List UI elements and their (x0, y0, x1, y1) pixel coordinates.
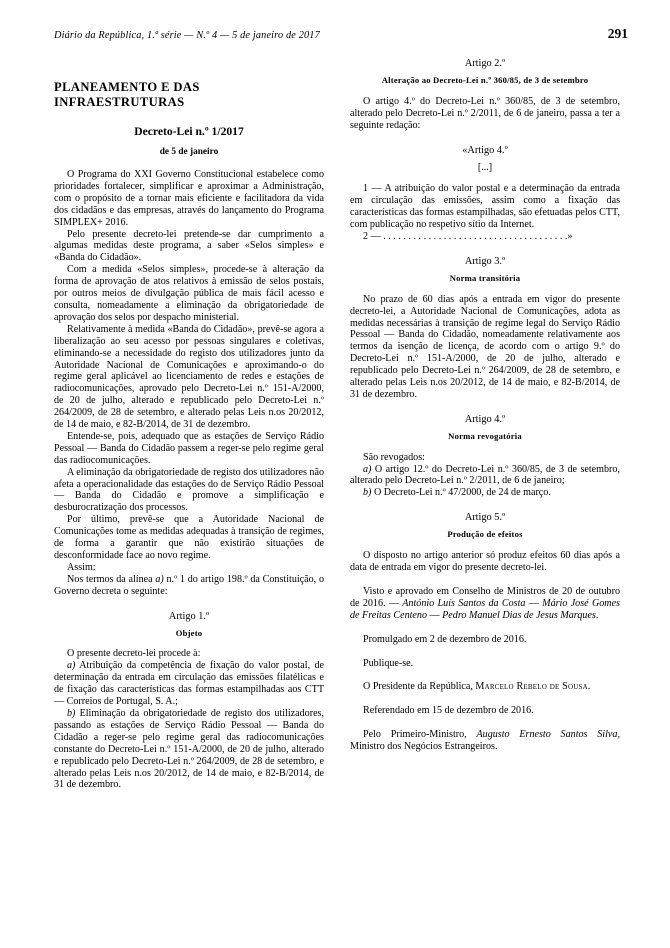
page-number: 291 (607, 26, 628, 41)
article-4-intro: São revogados: (363, 451, 425, 463)
decree-date: de 5 de janeiro (159, 147, 219, 157)
preamble-paragraph: Por último, prevê-se que a Autoridade Nacional de Comunicações tome as medidas adequadas à transição de regimes, de forma a garantir que não existirão situações de desconformidade face ao novo regime. (54, 514, 324, 561)
article-1-subheading: Objeto (175, 627, 203, 638)
preamble-paragraph: O Programa do XXI Governo Constitucional estabelece como prioridades fortalecer, simplificar e aproximar a Administração, com o propósito de a tornar mais eficiente e facilitadora da vida dos cidadãos e das empresas, através do lançamento do Programa SIMPLEX+ 2016. (54, 169, 324, 228)
quoted-article-heading: «Artigo 4.º (462, 144, 508, 156)
president-signature: O Presidente da República, Marcelo Rebelo de Sousa. (363, 681, 591, 693)
quoted-article-paragraph-2: 2 — . . . . . . . . . . . . . . . . . . . . . . . . . . . . . . . . . . . . .» (363, 230, 573, 242)
article-2-heading: Artigo 2.º (464, 58, 506, 69)
countersign-paragraph: Referendado em 15 de dezembro de 2016. (363, 705, 534, 717)
article-5-heading: Artigo 5.º (464, 512, 506, 524)
article-4-heading: Artigo 4.º (464, 413, 506, 425)
article-1-item: a) Atribuição da competência de fixação do valor postal, de determinação da entrada em circulação das emissões filatélicas e de fixação das características das formas estampilhadas aos CTT — Correios de Portugal, S. A.; (54, 660, 324, 708)
article-1-intro: O presente decreto-lei procede à: (67, 648, 201, 660)
decree-title: Decreto-Lei n.º 1/2017 (134, 125, 244, 138)
page-header (54, 26, 628, 42)
article-2-subheading: Alteração ao Decreto-Lei n.º 360/85, de 3 de setembro (381, 74, 589, 85)
right-column (350, 52, 620, 791)
article-4-item: b) O Decreto-Lei n.º 47/2000, de 24 de março. (363, 487, 551, 499)
article-1-heading: Artigo 1.º (168, 610, 210, 622)
preamble-paragraph: Pelo presente decreto-lei pretende-se dar cumprimento a algumas medidas deste programa, a saber «Selos simples» e «Banda do Cidadão». (54, 228, 324, 264)
preamble-paragraph: Nos termos da alínea a) n.º 1 do artigo 198.º da Constituição, o Governo decreta o seguinte: (54, 573, 324, 597)
article-5-body: O disposto no artigo anterior só produz efeitos 60 dias após a data de entrada em vigor do presente decreto-lei. (350, 550, 620, 573)
article-2-body: O artigo 4.º do Decreto-Lei n.º 360/85, de 3 de setembro, alterado pelo Decreto-Lei n.º 2/2011, de 6 de janeiro, passa a ter a seguinte redação: (350, 95, 620, 131)
article-1-item: b) Eliminação da obrigatoriedade de registo dos utilizadores, passando as estações de Serviço Rádio Pessoal — Banda do Cidadão a reger-se pelo regime geral das radiocomunicações constante do Decreto-Lei n.º 151-A/2000, de 20 de julho, alterado e republicado pelo Decreto-Lei n.º 264/2009, de 28 de setembro, e alterado pelas Leis n.os 20/2012, de 14 de maio, e 82-B/2014, de 31 de dezembro. (54, 707, 324, 791)
publish-paragraph: Publique-se. (363, 657, 414, 669)
left-column (54, 52, 324, 791)
approval-paragraph: Visto e aprovado em Conselho de Ministros de 20 de outubro de 2016. — António Luís Santos da Costa — Mário José Gomes de Freitas Centeno — Pedro Manuel Dias de Jesus Marques. (350, 585, 620, 621)
promulgation-paragraph: Promulgado em 2 de dezembro de 2016. (363, 633, 527, 645)
preamble-paragraph: Relativamente à medida «Banda do Cidadão», prevê-se agora a liberalização ao seu acesso por pessoas singulares e coletivas, eliminando-se a necessidade do registo dos utilizadores junto da Autoridade Nacional de Comunicações e aproximando-o do regime geral aplicável ao licenciamento de redes e estações de radiocomunicações, aprovado pelo Decreto-Lei n.º 151-A/2000, de 20 de julho, alterado e republicado pelo Decreto-Lei n.º 264/2009, de 28 de setembro, e alterado pelas Leis n.os 20/2012, de 14 de maio, e 82-B/2014, de 31 de dezembro. (54, 323, 324, 431)
preamble-paragraph: Entende-se, pois, adequado que as estações de Serviço Rádio Pessoal — Banda do Cidadão passem a reger-se pelo regime geral das radiocomunicações. (54, 430, 324, 466)
article-3-subheading: Norma transitória (449, 272, 521, 283)
article-4-item: a) O artigo 12.º do Decreto-Lei n.º 360/85, de 3 de setembro, alterado pelo Decreto-Lei n.º 2/2011, de 6 de janeiro; (350, 463, 620, 487)
ministry-heading: PLANEAMENTO E DAS INFRAESTRUTURAS (54, 80, 200, 109)
article-3-body: No prazo de 60 dias após a entrada em vigor do presente decreto-lei, a Autoridade Nacional de Comunicações, adota as medidas necessárias à transição de regime legal do Serviço Rádio Pessoal — Banda do Cidadão, nomeadamente relativamente aos termos da isenção de licença, de acordo com o artigo 9.º do Decreto-Lei n.º 151-A/2000, de 20 de julho, alterado e republicado pelo Decreto-Lei n.º 264/2009, de 28 de setembro, e alterado pelas Leis n.os 20/2012, de 14 de maio, e 82-B/2014, de 31 de dezembro. (350, 293, 620, 400)
two-column-body (54, 52, 620, 791)
quoted-article-ellipsis: [...] (477, 162, 493, 174)
preamble-paragraph: Assim: (67, 561, 96, 573)
article-5-subheading: Produção de efeitos (447, 529, 523, 540)
quoted-article-paragraph-1: 1 — A atribuição do valor postal e a determinação da entrada em circulação das emissões, assim como a fixação das características das formas estampilhadas, são efetuadas pelos CTT, com publicação no respetivo sítio da Internet. (350, 183, 620, 231)
preamble-paragraph: Com a medida «Selos simples», procede-se à alteração da forma de aprovação de atos relativos à emissão de selos postais, por outros meios de divulgação pública de mais fácil acesso e consulta, nomeadamente a eliminação da obrigatoriedade de aprovação dos selos por despacho ministerial. (54, 264, 324, 323)
article-3-heading: Artigo 3.º (464, 255, 506, 267)
article-4-subheading: Norma revogatória (448, 430, 522, 441)
preamble-paragraph: A eliminação da obrigatoriedade de registo dos utilizadores não afeta a operacionalidade das estações do de Serviço Rádio Pessoal — Banda do Cidadão e promove a simplificação e desburocratização dos processos. (54, 466, 324, 514)
header-citation: Diário da República, 1.ª série — N.º 4 — 5 de janeiro de 2017 (54, 30, 320, 41)
prime-minister-signature: Pelo Primeiro-Ministro, Augusto Ernesto Santos Silva, Ministro dos Negócios Estrangeiros. (350, 729, 620, 753)
